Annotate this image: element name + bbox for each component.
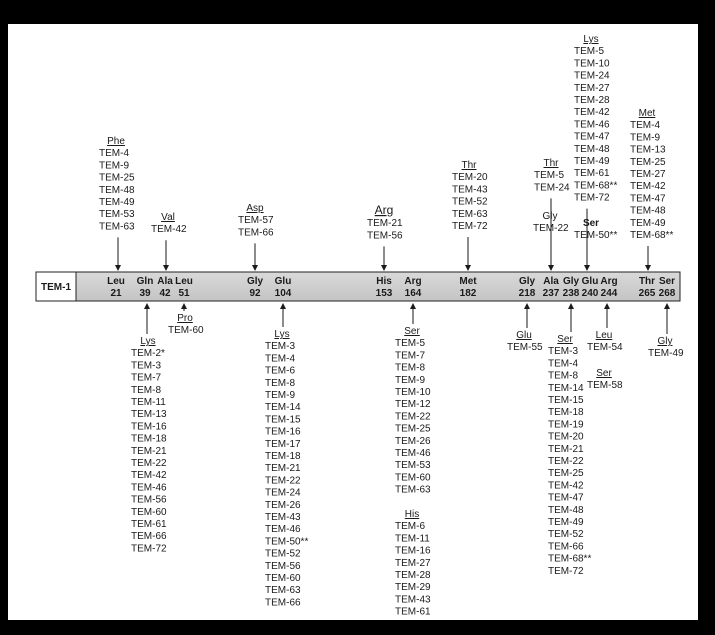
tem-variant: TEM-28 <box>395 570 431 581</box>
tem-variant: TEM-54 <box>587 342 623 354</box>
tem-variant: TEM-10 <box>395 387 431 398</box>
mutation-group-above <box>533 211 569 234</box>
tem-variant: TEM-61 <box>395 606 431 618</box>
tem-variant: TEM-48 <box>548 504 584 516</box>
mutation-group-above <box>367 203 403 268</box>
substitution-aa: Ser <box>596 368 612 379</box>
tem-variant: TEM-6 <box>395 521 425 533</box>
tem-variant: TEM-22 <box>533 223 569 235</box>
tem-variant: TEM-52 <box>265 548 301 560</box>
substitution-aa: Ser <box>404 326 420 337</box>
tem-variant: TEM-14 <box>265 402 301 414</box>
residue-aa: Ala <box>543 276 559 287</box>
tem-variant: TEM-26 <box>395 435 431 447</box>
substitution-aa: Arg <box>374 203 394 217</box>
tem-variant: TEM-56 <box>265 560 301 572</box>
substitution-aa: Thr <box>543 158 559 169</box>
tem-variant: TEM-43 <box>452 184 488 196</box>
substitution-aa: His <box>404 509 420 520</box>
tem-variant: TEM-22 <box>131 458 167 469</box>
substitution-aa: Lys <box>140 336 156 347</box>
tem-mutation-map <box>8 24 698 620</box>
tem-variant: TEM-6 <box>265 365 295 377</box>
tem-variant: TEM-25 <box>395 423 431 435</box>
tem-variant: TEM-2* <box>131 348 165 360</box>
substitution-aa: Thr <box>461 160 477 171</box>
tem-variant: TEM-18 <box>265 451 301 462</box>
tem-variant: TEM-50** <box>574 230 618 242</box>
substitution-aa: Ser <box>557 334 573 345</box>
tem-variant: TEM-22 <box>548 456 584 467</box>
tem-variant: TEM-25 <box>548 468 584 480</box>
substitution-aa: Ser <box>582 218 600 229</box>
mutation-group-above <box>99 136 135 268</box>
tem-variant: TEM-19 <box>548 419 584 431</box>
tem-variant: TEM-61 <box>131 519 167 530</box>
residue-aa: Arg <box>404 276 422 287</box>
tem-variant: TEM-60 <box>131 506 167 518</box>
residue-position: 238 <box>562 288 580 299</box>
mutation-group-below <box>648 306 684 359</box>
tem-variant: TEM-13 <box>630 144 666 156</box>
residue-aa: Gly <box>246 276 264 287</box>
substitution-aa: Gly <box>657 336 673 347</box>
tem-variant: TEM-48 <box>630 205 666 217</box>
tem-variant: TEM-10 <box>574 58 610 70</box>
tem-variant: TEM-5 <box>395 338 425 350</box>
mutation-group-above <box>452 160 488 268</box>
residue-aa: Gly <box>518 276 536 287</box>
tem-variant: TEM-15 <box>265 414 301 426</box>
tem-variant: TEM-42 <box>574 107 610 119</box>
residue-position: 164 <box>404 288 422 299</box>
residue-aa: Arg <box>600 276 618 287</box>
tem-variant: TEM-20 <box>452 172 488 184</box>
tem-variant: TEM-72 <box>131 543 167 555</box>
tem-variant: TEM-9 <box>99 160 129 172</box>
mutation-group-below <box>265 306 308 608</box>
tem-variant: TEM-49 <box>648 348 684 360</box>
tem-variant: TEM-61 <box>574 168 610 180</box>
residue-aa: Glu <box>581 276 599 287</box>
residue-aa: Glu <box>274 276 292 287</box>
substitution-aa: Gly <box>542 211 558 222</box>
substitution-aa: Phe <box>107 136 125 147</box>
tem-variant: TEM-47 <box>574 131 610 143</box>
tem-variant: TEM-8 <box>131 384 161 396</box>
tem-variant: TEM-52 <box>548 529 584 541</box>
tem-variant: TEM-56 <box>367 230 403 242</box>
tem-variant: TEM-4 <box>99 148 129 160</box>
tem-variant: TEM-16 <box>395 545 431 557</box>
residue-aa: Met <box>459 276 477 287</box>
residue-aa: Gly <box>562 276 580 287</box>
tem-variant: TEM-48 <box>574 143 610 155</box>
tem-variant: TEM-46 <box>574 119 610 131</box>
tem-variant: TEM-46 <box>395 448 431 459</box>
tem-variant: TEM-63 <box>395 484 431 496</box>
tem-variant: TEM-13 <box>131 409 167 421</box>
tem-variant: TEM-49 <box>548 517 584 528</box>
tem-variant: TEM-28 <box>574 95 610 106</box>
mutation-group-below <box>548 306 591 577</box>
mutation-group-below <box>395 306 431 496</box>
tem-variant: TEM-49 <box>574 156 610 167</box>
tem-variant: TEM-4 <box>265 353 295 365</box>
tem-variant: TEM-7 <box>131 372 161 384</box>
substitution-aa: Met <box>638 108 656 119</box>
tem-variant: TEM-18 <box>131 433 167 445</box>
tem-variant: TEM-16 <box>131 421 167 433</box>
residue-aa: Leu <box>107 276 125 287</box>
tem-variant: TEM-60 <box>168 325 204 337</box>
tem-variant: TEM-8 <box>265 377 295 389</box>
tem-variant: TEM-20 <box>548 431 584 443</box>
mutation-group-below <box>587 306 623 353</box>
tem-variant: TEM-57 <box>238 215 274 227</box>
tem-variant: TEM-16 <box>265 426 301 438</box>
residue-position: 268 <box>658 288 676 299</box>
mutation-group-below <box>587 368 623 391</box>
tem-variant: TEM-42 <box>548 480 584 492</box>
tem-variant: TEM-42 <box>630 181 666 193</box>
tem-variant: TEM-53 <box>395 460 431 472</box>
mutation-group-above <box>630 108 673 268</box>
substitution-aa: Lys <box>274 329 290 340</box>
residue-position: 265 <box>638 288 656 299</box>
mutation-group-below <box>507 306 543 353</box>
tem-variant: TEM-9 <box>630 132 660 144</box>
tem-variant: TEM-27 <box>395 557 431 569</box>
tem-variant: TEM-47 <box>548 492 584 504</box>
tem-variant: TEM-56 <box>131 494 167 506</box>
tem-variant: TEM-72 <box>548 565 584 577</box>
mutation-group-above <box>238 203 274 268</box>
tem-variant: TEM-27 <box>574 82 610 94</box>
tem-variant: TEM-48 <box>99 184 135 196</box>
substitution-aa: Val <box>161 212 175 223</box>
residue-position: 51 <box>178 288 190 299</box>
tem-variant: TEM-63 <box>99 221 135 233</box>
tem-variant: TEM-5 <box>574 46 604 58</box>
tem-variant: TEM-25 <box>99 172 135 184</box>
tem-variant: TEM-66 <box>131 531 167 543</box>
tem-variant: TEM-22 <box>395 411 431 423</box>
tem-variant: TEM-60 <box>395 472 431 484</box>
residue-position: 104 <box>274 288 292 299</box>
tem-variant: TEM-12 <box>395 399 431 411</box>
residue-position: 153 <box>375 288 393 299</box>
tem-variant: TEM-5 <box>534 170 564 182</box>
tem-variant: TEM-52 <box>452 196 488 208</box>
residue-position: 244 <box>600 288 618 299</box>
mutation-group-below <box>168 306 204 336</box>
tem-variant: TEM-22 <box>265 475 301 487</box>
residue-aa: Thr <box>638 276 656 287</box>
diagram-frame <box>8 24 698 620</box>
residue-aa: Leu <box>175 276 193 287</box>
residue-position: 182 <box>459 288 477 299</box>
tem-variant: TEM-25 <box>630 156 666 168</box>
tem-variant: TEM-58 <box>587 380 623 392</box>
tem-variant: TEM-47 <box>630 193 666 205</box>
tem-variant: TEM-18 <box>548 407 584 419</box>
substitution-aa: Pro <box>177 313 193 324</box>
tem-variant: TEM-7 <box>395 350 425 362</box>
tem-variant: TEM-21 <box>265 463 301 475</box>
tem-variant: TEM-46 <box>131 482 167 494</box>
tem-variant: TEM-49 <box>99 197 135 208</box>
tem-variant: TEM-9 <box>265 390 295 401</box>
mutation-group-below <box>395 509 431 618</box>
tem-variant: TEM-21 <box>548 443 584 455</box>
tem-variant: TEM-46 <box>265 524 301 536</box>
residue-position: 21 <box>110 288 122 299</box>
tem-variant: TEM-66 <box>238 227 274 239</box>
residue-position: 240 <box>581 288 599 299</box>
tem-variant: TEM-8 <box>548 370 578 382</box>
mutation-group-below <box>131 306 167 554</box>
tem-variant: TEM-63 <box>265 585 301 597</box>
substitution-aa: Lys <box>583 34 599 45</box>
tem-variant: TEM-29 <box>395 582 431 594</box>
tem-variant: TEM-15 <box>548 395 584 406</box>
tem-variant: TEM-11 <box>131 397 166 408</box>
tem-variant: TEM-68** <box>548 553 592 565</box>
tem-variant: TEM-68** <box>574 180 618 192</box>
tem-variant: TEM-63 <box>452 208 488 220</box>
tem-variant: TEM-60 <box>265 573 301 584</box>
tem-variant: TEM-72 <box>574 192 610 204</box>
residue-aa: Ser <box>658 276 676 287</box>
residue-position: 218 <box>518 288 536 299</box>
mutation-group-above <box>151 212 187 268</box>
substitution-aa: Glu <box>516 330 532 341</box>
tem-variant: TEM-9 <box>395 374 425 386</box>
tem-variant: TEM-3 <box>548 346 578 358</box>
residue-aa: Gln <box>136 276 154 287</box>
tem-variant: TEM-21 <box>131 445 167 457</box>
residue-position: 42 <box>159 288 171 299</box>
tem-variant: TEM-24 <box>265 487 301 499</box>
tem-variant: TEM-17 <box>265 438 301 450</box>
tem-variant: TEM-4 <box>548 358 578 370</box>
tem-variant: TEM-43 <box>395 594 431 606</box>
mutation-group-above <box>574 218 617 241</box>
tem-variant: TEM-66 <box>548 541 584 553</box>
residue-position: 237 <box>542 288 560 299</box>
tem-variant: TEM-49 <box>630 217 666 229</box>
tem-variant: TEM-24 <box>534 182 570 194</box>
substitution-aa: Leu <box>595 330 613 341</box>
tem-variant: TEM-53 <box>99 209 135 221</box>
tem1-label: TEM-1 <box>41 282 71 293</box>
residue-position: 92 <box>249 288 261 299</box>
residue-aa: Ala <box>157 276 173 287</box>
tem-variant: TEM-3 <box>131 360 161 372</box>
tem-variant: TEM-66 <box>265 597 301 609</box>
tem-variant: TEM-14 <box>548 382 584 394</box>
tem-variant: TEM-27 <box>630 169 666 180</box>
tem-variant: TEM-43 <box>265 512 301 523</box>
substitution-aa: Asp <box>246 203 264 214</box>
tem-variant: TEM-42 <box>131 470 167 482</box>
tem-variant: TEM-4 <box>630 120 660 132</box>
tem-variant: TEM-55 <box>507 342 543 354</box>
tem-variant: TEM-24 <box>574 70 610 82</box>
tem-variant: TEM-68** <box>630 230 674 241</box>
tem-variant: TEM-3 <box>265 341 295 353</box>
tem-variant: TEM-42 <box>151 224 187 236</box>
residue-position: 39 <box>139 288 151 299</box>
tem-variant: TEM-50** <box>265 536 309 548</box>
tem-variant: TEM-72 <box>452 221 488 232</box>
tem-variant: TEM-11 <box>395 533 430 545</box>
residue-aa: His <box>376 276 392 287</box>
tem-variant: TEM-8 <box>395 362 425 374</box>
tem-variant: TEM-21 <box>367 218 403 230</box>
tem-variant: TEM-26 <box>265 499 301 511</box>
